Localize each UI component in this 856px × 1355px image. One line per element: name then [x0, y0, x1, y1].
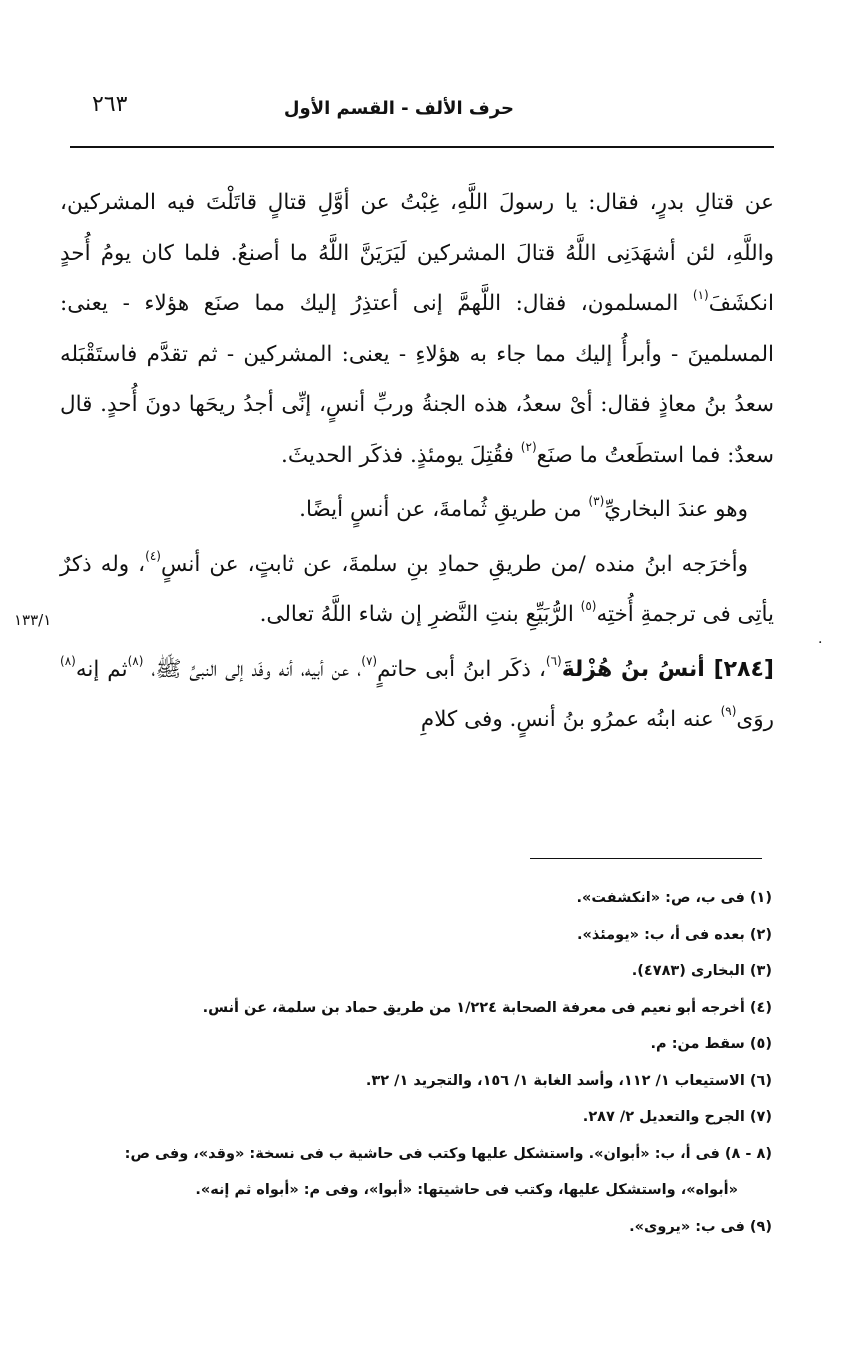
footnote-ref-2: (٢): [520, 439, 537, 454]
page-header: [78, 92, 774, 132]
paragraph-4-text-d: روَى: [736, 707, 774, 732]
footnote-3: (٣) البخارى (٤٧٨٣).: [631, 963, 772, 979]
footnote-9: (٩) فى ب: «يروى».: [629, 1218, 772, 1235]
footnote-ref-9: (٩): [720, 704, 737, 718]
footnote-ref-6: (٦): [545, 653, 562, 668]
margin-dot: ·: [818, 635, 823, 651]
footnote-8-continued: «أبواه»، واستشكل عليها، وكتب فى حاشيتها: «أبوا»، وفى م: «أبواه ثم إنه».: [195, 1182, 738, 1198]
paragraph-4-text-c: ثم إنه: [75, 656, 128, 682]
footnote-ref-1: (١): [692, 288, 709, 302]
header-rule: [70, 146, 774, 148]
paragraph-3: [60, 540, 774, 641]
footnote-2: (٢) بعده فى أ، ب: «يومئذ».: [577, 926, 772, 943]
paragraph-4: [60, 645, 774, 746]
footnote-4: (٤) أخرجه أبو نعيم فى معرفة الصحابة ١/٢٢٤ من طريق حماد بن سلمة، عن أنس.: [202, 999, 772, 1016]
footnote-ref-7: (٧): [361, 653, 378, 668]
paragraph-3-text-a: وأخرَجه ابنُ منده /من طريقِ حمادِ بنِ سلمةَ، عن ثابتٍ، عن أنسٍ: [160, 551, 748, 577]
footnote-8: (٨ - ٨) فى أ، ب: «أبوان». واستشكل عليها وكتب فى حاشية ب فى نسخة: «وقد»، وفى ص:: [124, 1145, 772, 1162]
paragraph-1: [60, 178, 774, 481]
entry-heading: [٢٨٤] أنسُ بنُ هُزْلةَ: [561, 656, 774, 682]
paragraph-2-text-b: من طريقِ ثُمامةَ، عن أنسٍ أيضًا.: [299, 497, 589, 522]
footnote-ref-4: (٤): [145, 548, 161, 563]
paragraph-1-text-c: فقُتِلَ يومئذٍ. فذكَر الحديثَ.: [281, 442, 521, 468]
paragraph-2-text-a: وهو عندَ البخاريِّ: [604, 497, 748, 522]
footnote-7: (٧) الجرح والتعديل ٢/ ٢٨٧.: [582, 1109, 772, 1125]
paragraph-4-text-a: ، ذكَر ابنُ أبى حاتمٍ: [377, 656, 546, 682]
footnote-ref-5: (٥): [580, 599, 597, 613]
footnote-6: (٦) الاستيعاب ١/ ١١٢، وأسد الغابة ١/ ١٥٦، والتجريد ١/ ٣٢.: [365, 1072, 772, 1089]
paragraph-4-text-b: ، عن أبيه، أنه وفَد إلى النبىِّ ﷺ،: [143, 656, 362, 682]
margin-page-reference: ١٣٣/١: [14, 611, 52, 629]
footnote-ref-8-open: (٨): [127, 653, 144, 668]
page-number: ٢٦٣: [92, 92, 128, 117]
paragraph-1-text-a: عن قتالِ بدرٍ، فقال: يا رسولَ اللَّهِ، غِبْتُ عن أوَّلِ قتالٍ قاتَلْتَ فيه المشركين، واللَّهِ، لئن أشهَدَنِى اللَّهُ قتالَ المشركين لَيَرَيَنَّ اللَّهُ ما أصنعُ. فلما كان يومُ أُحدٍ انكشَفَ: [60, 190, 774, 316]
paragraph-2: [60, 485, 774, 536]
paragraph-3-text-b: ، وله ذكرٌ يأتِى فى ترجمةِ أُختِه: [60, 551, 774, 627]
footnote-ref-3: (٣): [588, 494, 605, 508]
paragraph-4-text-e: عنه ابنُه عمرُو بنُ أنسٍ. وفى كلامِ: [420, 707, 721, 732]
footnote-5: (٥) سقط من: م.: [650, 1036, 772, 1052]
paragraph-3-text-c: الرُّبَيِّعِ بنتِ النَّضرِ إن شاء اللَّهُ تعالى.: [259, 602, 581, 627]
running-title: حرف الألف - القسم الأول: [283, 98, 514, 119]
footnote-1: (١) فى ب، ص: «انكشفت».: [576, 890, 772, 906]
paragraph-1-text-b: المسلمون، فقال: اللَّهمَّ إنى أعتذِرُ إليك مما صنَع هؤلاء - يعنى: المسلمينَ - وأبرأُ إليك مما جاء به هؤلاءِ - يعنى: المشركين - ثم تقدَّم فاستَقْبَله سعدُ بنُ معاذٍ فقال: أىْ سعدُ، هذه الجنةُ وربِّ أنسٍ، إنِّى أجدُ ريحَها دونَ أُحدٍ. قال سعدٌ: فما استطَعتُ ما صنَع: [60, 291, 774, 468]
footnote-ref-8-close: (٨): [60, 653, 76, 668]
footnote-rule: [530, 858, 762, 859]
main-text: [60, 178, 774, 746]
footnotes-list: [70, 880, 772, 1245]
